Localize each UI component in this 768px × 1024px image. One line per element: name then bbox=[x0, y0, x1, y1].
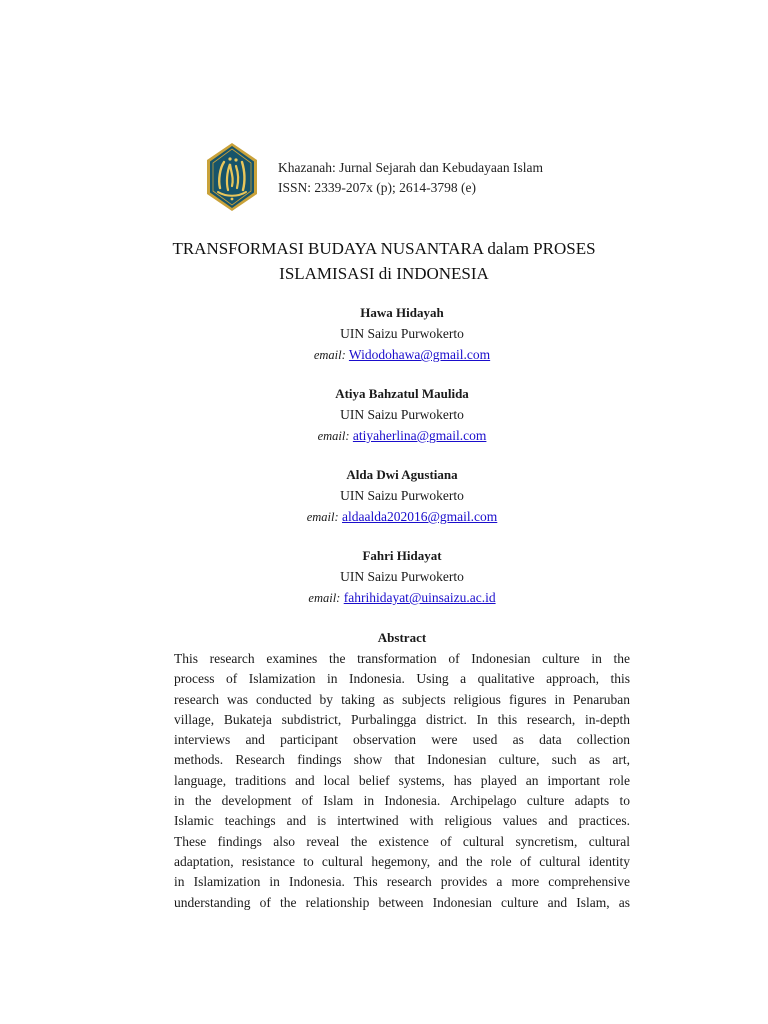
email-label: email: bbox=[317, 429, 350, 443]
journal-issn: ISSN: 2339-207x (p); 2614-3798 (e) bbox=[278, 180, 476, 195]
author-email-link[interactable]: aldaalda202016@gmail.com bbox=[342, 509, 498, 524]
author-affiliation: UIN Saizu Purwokerto bbox=[340, 569, 464, 584]
abstract-line: methods. Research findings show that Indonesian culture, such as art, bbox=[174, 752, 630, 768]
abstract-line: in the development of Islam in Indonesia. Archipelago culture adapts to bbox=[174, 793, 630, 809]
author-affiliation: UIN Saizu Purwokerto bbox=[340, 488, 464, 503]
journal-emblem-logo bbox=[206, 142, 258, 212]
abstract-line: language, traditions and local belief systems, has played an important role bbox=[174, 772, 630, 788]
author-email-line bbox=[200, 506, 604, 528]
journal-name: Khazanah: Jurnal Sejarah dan Kebudayaan Islam bbox=[278, 160, 544, 175]
abstract-line: understanding of the relationship between Indonesian culture and Islam, as bbox=[174, 894, 630, 910]
abstract-line: Islamic teachings and is intertwined with religious values and practices. bbox=[174, 813, 630, 829]
author-email-link[interactable]: Widodohawa@gmail.com bbox=[348, 347, 491, 362]
author-block bbox=[200, 465, 604, 546]
paper-title-line: TRANSFORMASI BUDAYA NUSANTARA dalam PROSES bbox=[172, 239, 596, 258]
abstract-line: These findings also reveal the existence of cultural syncretism, cultural bbox=[174, 833, 630, 849]
author-list bbox=[200, 303, 604, 627]
journal-info bbox=[278, 158, 543, 198]
email-label: email: bbox=[306, 510, 339, 524]
abstract-line: This research examines the transformation of Indonesian culture in the bbox=[174, 651, 630, 666]
author-name: Fahri Hidayat bbox=[362, 548, 442, 563]
abstract-line: adaptation, resistance to cultural hegemony, and the role of cultural identity bbox=[174, 853, 630, 869]
journal-header bbox=[206, 142, 626, 212]
paper-title bbox=[120, 236, 648, 286]
email-label: email: bbox=[313, 348, 346, 362]
abstract-line: in Islamization in Indonesia. This research provides a more comprehensive bbox=[174, 874, 630, 890]
author-affiliation: UIN Saizu Purwokerto bbox=[340, 326, 464, 341]
author-email-link[interactable]: fahrihidayat@uinsaizu.ac.id bbox=[343, 590, 496, 605]
abstract-line: village, Bukateja subdistrict, Purbalingga district. In this research, in-depth bbox=[174, 711, 630, 727]
author-affiliation: UIN Saizu Purwokerto bbox=[340, 407, 464, 422]
email-label: email: bbox=[308, 591, 341, 605]
author-email-link[interactable]: atiyaherlina@gmail.com bbox=[352, 428, 487, 443]
paper-title-line: ISLAMISASI di INDONESIA bbox=[279, 264, 489, 283]
author-name: Hawa Hidayah bbox=[360, 305, 444, 320]
author-name: Atiya Bahzatul Maulida bbox=[335, 386, 469, 401]
author-block bbox=[200, 384, 604, 465]
author-name: Alda Dwi Agustiana bbox=[346, 467, 458, 482]
author-block bbox=[200, 546, 604, 627]
abstract-line: process of Islamization in Indonesia. Using a qualitative approach, this bbox=[174, 671, 630, 687]
abstract-line: research was conducted by taking as subjects religious figures in Penaruban bbox=[174, 691, 630, 707]
author-block bbox=[200, 303, 604, 384]
abstract-line: interviews and participant observation were used as data collection bbox=[174, 732, 630, 748]
author-email-line bbox=[200, 425, 604, 447]
abstract-heading: Abstract bbox=[377, 630, 427, 645]
abstract-body bbox=[174, 649, 630, 913]
author-email-line bbox=[200, 587, 604, 609]
author-email-line bbox=[200, 344, 604, 366]
